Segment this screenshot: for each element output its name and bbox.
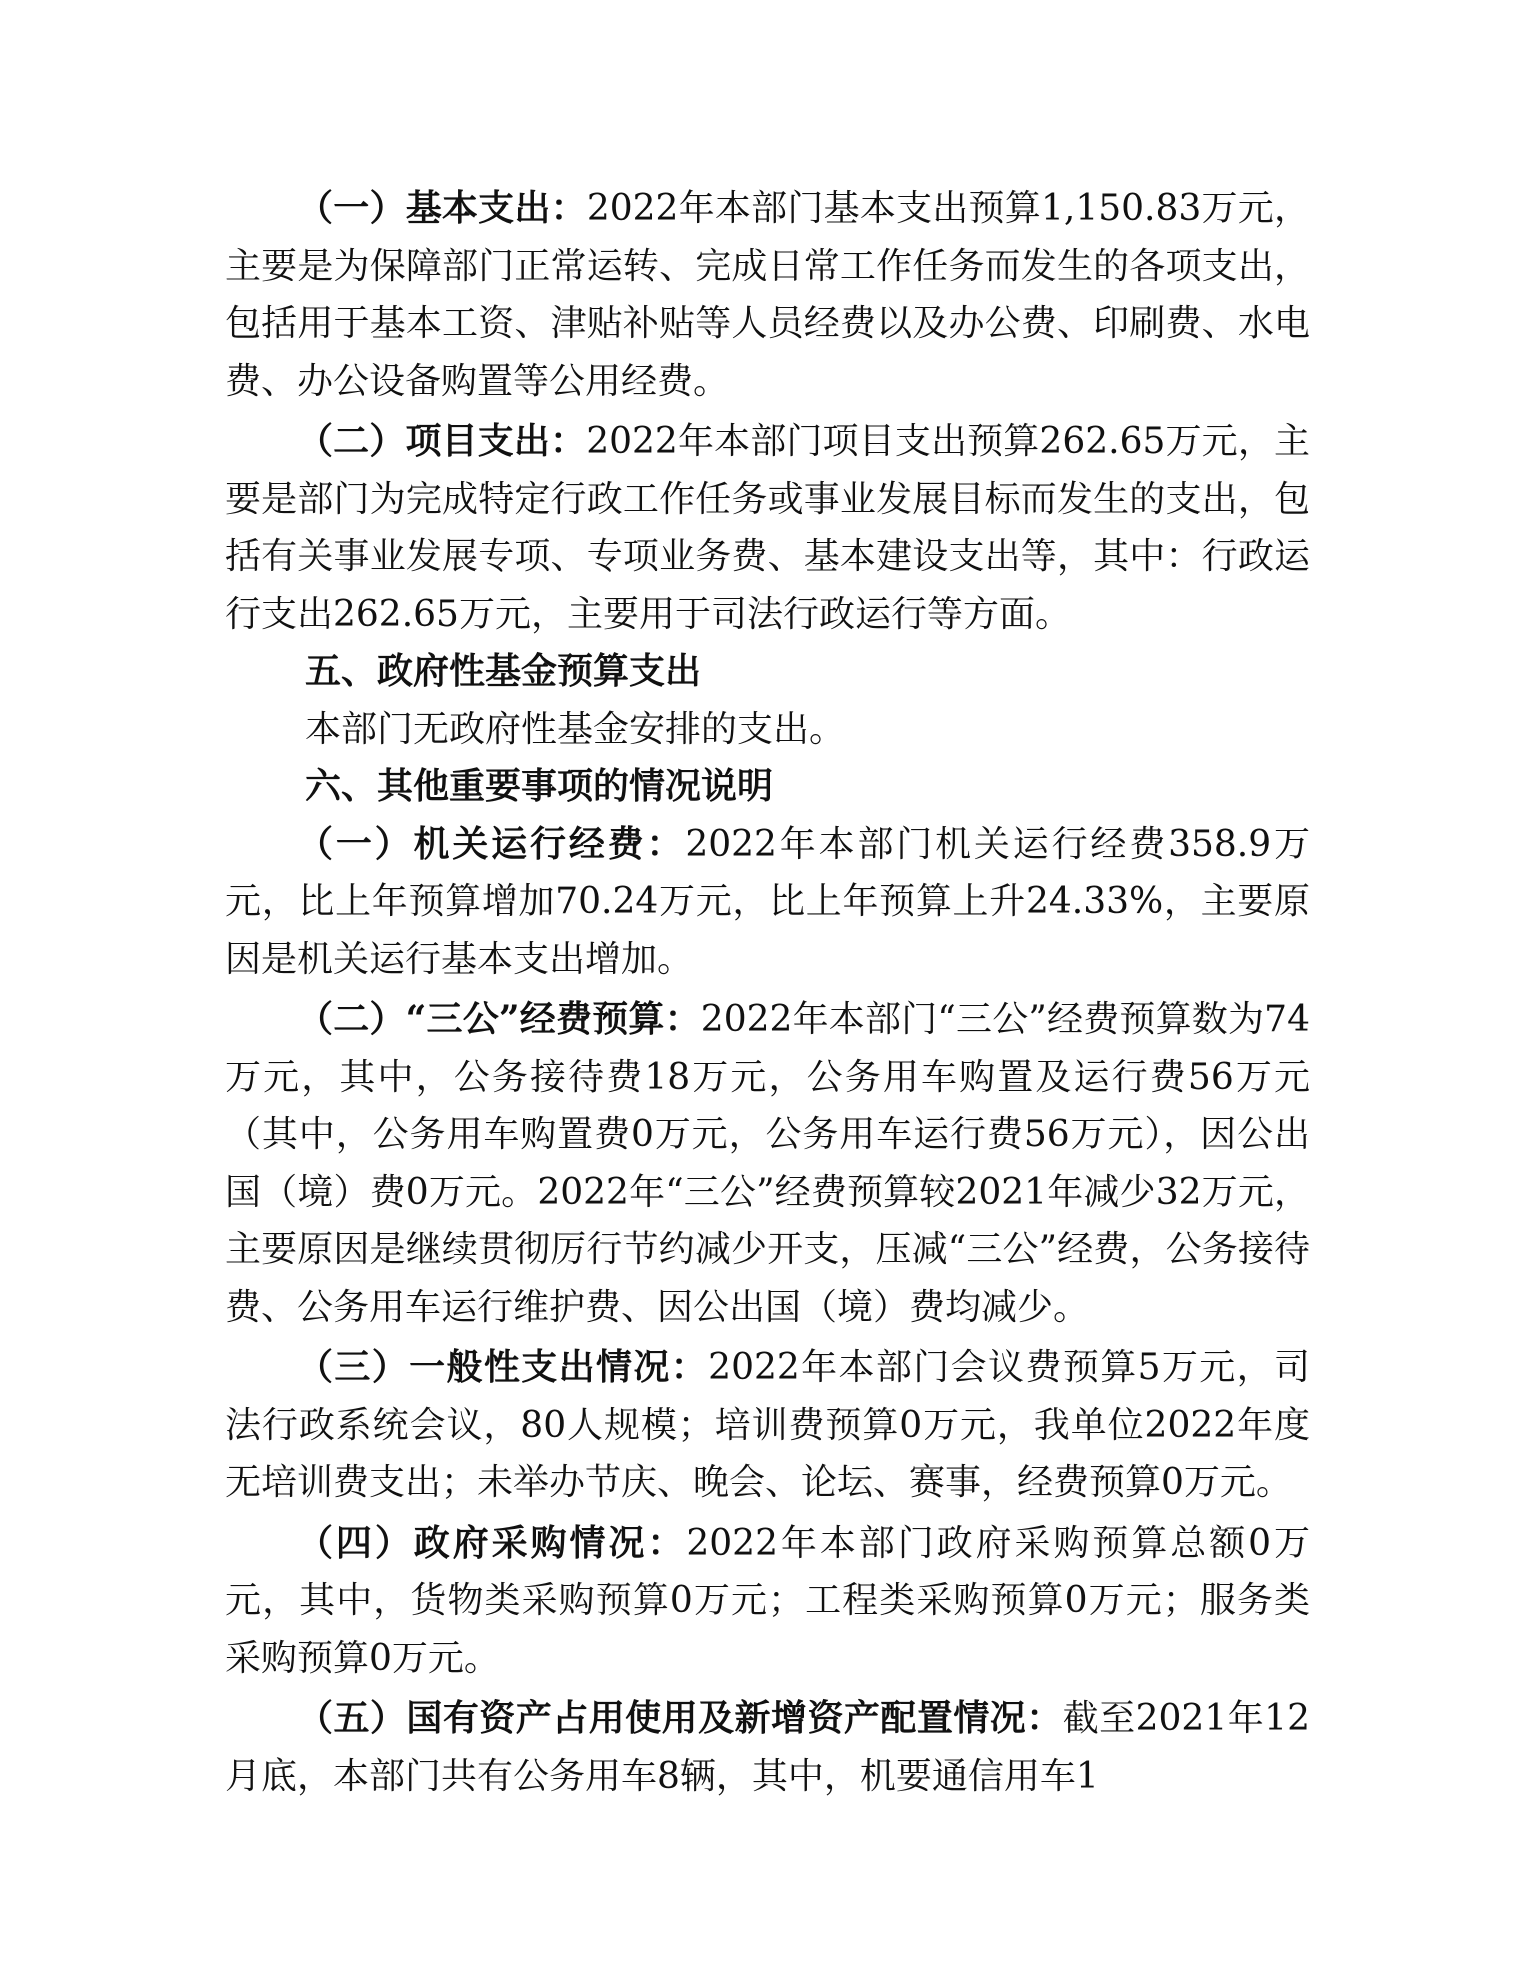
- paragraph-label: （五）国有资产占用使用及新增资产配置情况：: [297, 1697, 1063, 1739]
- paragraph-general-expenditure: [225, 1339, 1310, 1512]
- paragraph-text: 截至2021年12月底，本部门共有公务用车8辆，其中，机要通信用车1: [225, 1698, 1310, 1797]
- paragraph-text: 2022年本部门“三公”经费预算数为74万元，其中，公务接待费18万元，公务用车购置及运行费56万元（其中，公务用车购置费0万元，公务用车运行费56万元），因公出国（境）费0万元。2022年“三公”经费预算较2021年减少32万元，主要原因是继续贯彻厉行节约减少开支，压减“三公”经费，公务接待费、公务用车运行维护费、因公出国（境）费均减少。: [225, 999, 1310, 1328]
- paragraph-label: （三）一般性支出情况：: [297, 1346, 709, 1388]
- section-heading-other-matters: 六、其他重要事项的情况说明: [305, 765, 774, 807]
- paragraph-project-expenditure: [225, 413, 1310, 643]
- paragraph-three-public-budget: [225, 991, 1310, 1336]
- paragraph-text: 2022年本部门项目支出预算262.65万元，主要是部门为完成特定行政工作任务或事业发展目标而发生的支出，包括有关事业发展专项、专项业务费、基本建设支出等，其中：行政运行支出262.65万元，主要用于司法行政运行等方面。: [225, 421, 1310, 635]
- paragraph-text: 2022年本部门政府采购预算总额0万元，其中，货物类采购预算0万元；工程类采购预算0万元；服务类采购预算0万元。: [225, 1522, 1310, 1679]
- paragraph-text: 2022年本部门会议费预算5万元，司法行政系统会议，80人规模；培训费预算0万元，我单位2022年度无培训费支出；未举办节庆、晚会、论坛、赛事，经费预算0万元。: [225, 1347, 1310, 1503]
- paragraph-office-operating-cost: [225, 816, 1310, 989]
- paragraph-text: 2022年本部门基本支出预算1,150.83万元，主要是为保障部门正常运转、完成日常工作任务而发生的各项支出，包括用于基本工资、津贴补贴等人员经费以及办公费、印刷费、水电费、办公设备购置等公用经费。: [225, 188, 1310, 402]
- paragraph-label: （一）基本支出：: [297, 187, 587, 229]
- paragraph-text: 2022年本部门机关运行经费358.9万元，比上年预算增加70.24万元，比上年预算上升24.33%，主要原因是机关运行基本支出增加。: [225, 823, 1310, 980]
- paragraph-label: （四）政府采购情况：: [297, 1521, 687, 1564]
- paragraph-basic-expenditure: [225, 180, 1310, 410]
- paragraph-label: （二）项目支出：: [297, 420, 587, 462]
- paragraph-state-assets: [225, 1690, 1310, 1805]
- document-body: [225, 180, 1310, 1805]
- paragraph-label: （二）“三公”经费预算：: [297, 998, 701, 1040]
- paragraph-label: （一）机关运行经费：: [297, 822, 686, 865]
- section-text-fund-budget: 本部门无政府性基金安排的支出。: [305, 708, 846, 750]
- paragraph-government-procurement: [225, 1515, 1310, 1688]
- section-heading-fund-budget: 五、政府性基金预算支出: [305, 650, 702, 692]
